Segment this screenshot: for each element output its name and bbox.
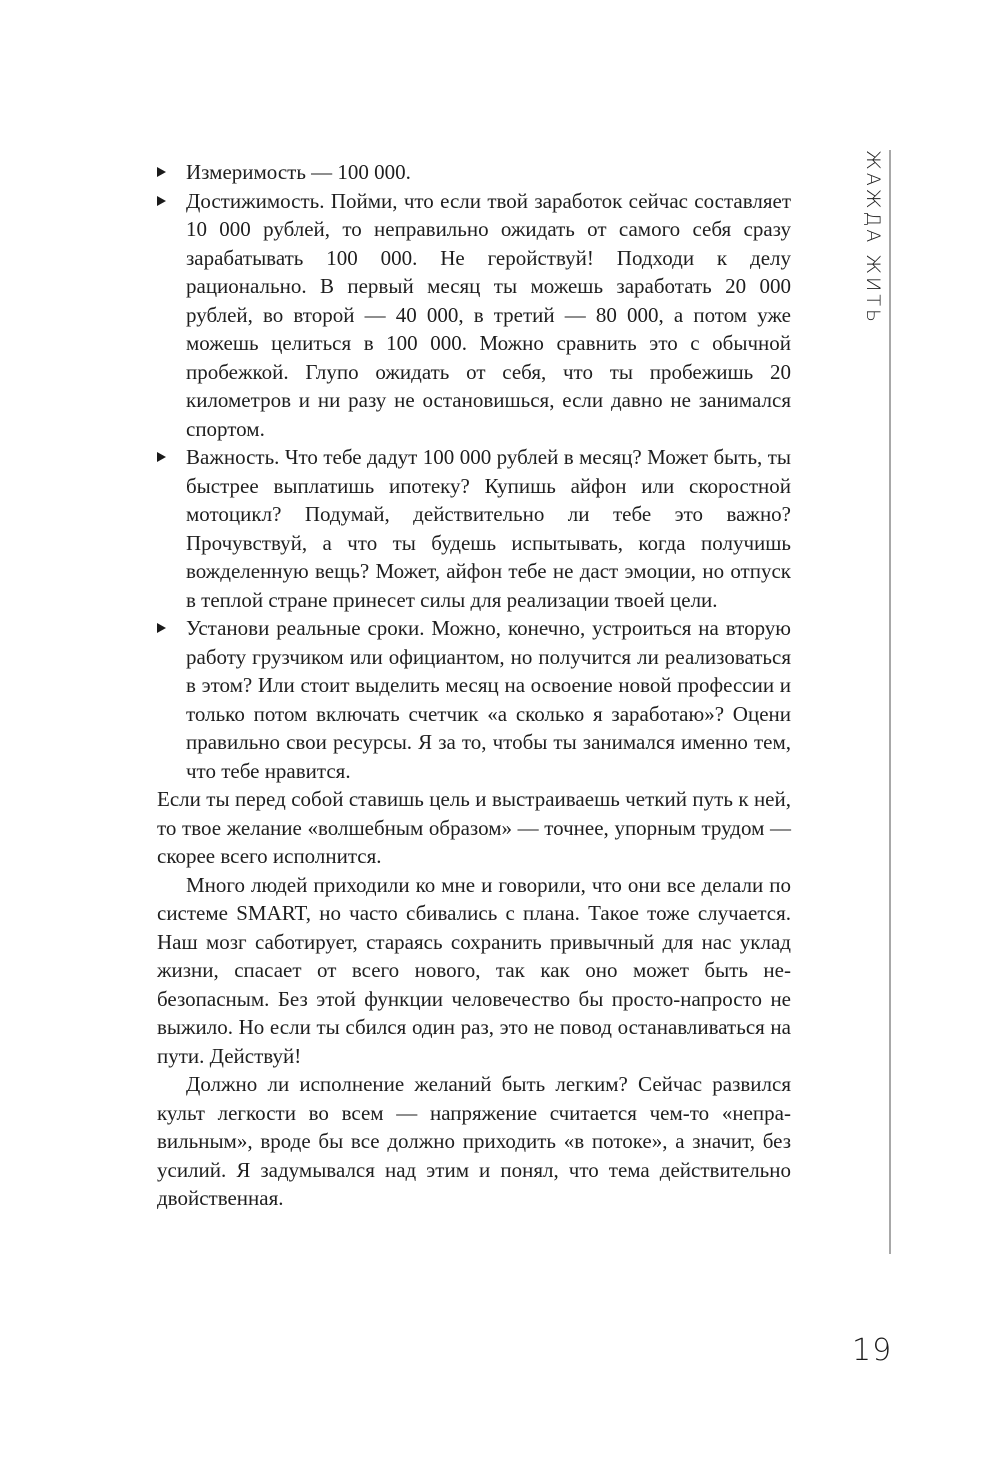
triangle-bullet-icon (157, 623, 166, 633)
triangle-bullet-icon (157, 167, 166, 177)
triangle-bullet-icon (157, 196, 166, 206)
list-item (157, 614, 791, 785)
paragraph: Если ты перед собой ставишь цель и выстраиваешь четкий путь к ней, то твое желание «волшебным образом» — точнее, упорным трудом — скорее всего исполнится. (157, 787, 791, 868)
page-number: 19 (852, 1333, 893, 1368)
body-text (157, 158, 791, 1213)
vertical-rule (889, 150, 891, 1254)
list-item (157, 158, 791, 187)
list-item-text: Установи реальные сроки. Можно, конечно, устроиться на вторую работу грузчиком или официантом, но получится ли реализоваться в этом? Или стоит выделить месяц на освоение новой профессии и только потом включать счетчик «а сколько я заработаю»? Оцени правильно свои ресурсы. Я за то, чтобы ты занимался именно тем, что тебе нравится. (186, 616, 791, 783)
list-item-text: Измеримость — 100 000. (186, 160, 411, 184)
list-item (157, 187, 791, 444)
bullet-list (157, 158, 791, 785)
list-item (157, 443, 791, 614)
list-item-text: Важность. Что тебе дадут 100 000 рублей в месяц? Может быть, ты быстрее выплатишь ипотеку? Купишь айфон или скоростной мотоцикл? Подумай, действительно ли тебе это важно? Прочувствуй, а что ты будешь испытывать, когда получишь вожделенную вещь? Может, айфон тебе не даст эмоции, но отпуск в теплой стране принесет силы для реализации твоей цели. (186, 445, 791, 612)
triangle-bullet-icon (157, 452, 166, 462)
list-item-text: Достижимость. Пойми, что если твой заработок сейчас составляет 10 000 рублей, то неправильно ожидать от самого себя сразу зарабатывать 100 000. Не геройствуй! Подходи к делу рационально. В первый месяц ты можешь заработать 20 000 рублей, во второй — 40 000, в третий — 80 000, а потом уже можешь целиться в 100 000. Можно сравнить это с обычной пробежкой. Глупо ожидать от себя, что ты пробежишь 20 километров и ни разу не остановишься, если давно не занимался спортом. (186, 188, 791, 441)
paragraph: Много людей приходили ко мне и говорили, что они все делали по системе SMART, но часто сбивались с плана. Такое тоже случается. Наш мозг саботирует, стараясь сохранить привычный для нас уклад жизни, спасает от всего нового, так как оно может быть небезопасным. Без этой функции человечество бы просто-напросто не выжило. Но если ты сбился один раз, это не повод останавливаться на пути. Действуй! (157, 872, 791, 1068)
running-head: ЖАЖДА ЖИТЬ (862, 150, 884, 326)
paragraph: Должно ли исполнение желаний быть легким? Сейчас развился культ легкости во всем — напряжение считается чем-то «неправильным», вроде бы все должно приходить «в потоке», а значит, без усилий. Я задумывался над этим и понял, что тема действительно двойственная. (157, 1072, 791, 1210)
